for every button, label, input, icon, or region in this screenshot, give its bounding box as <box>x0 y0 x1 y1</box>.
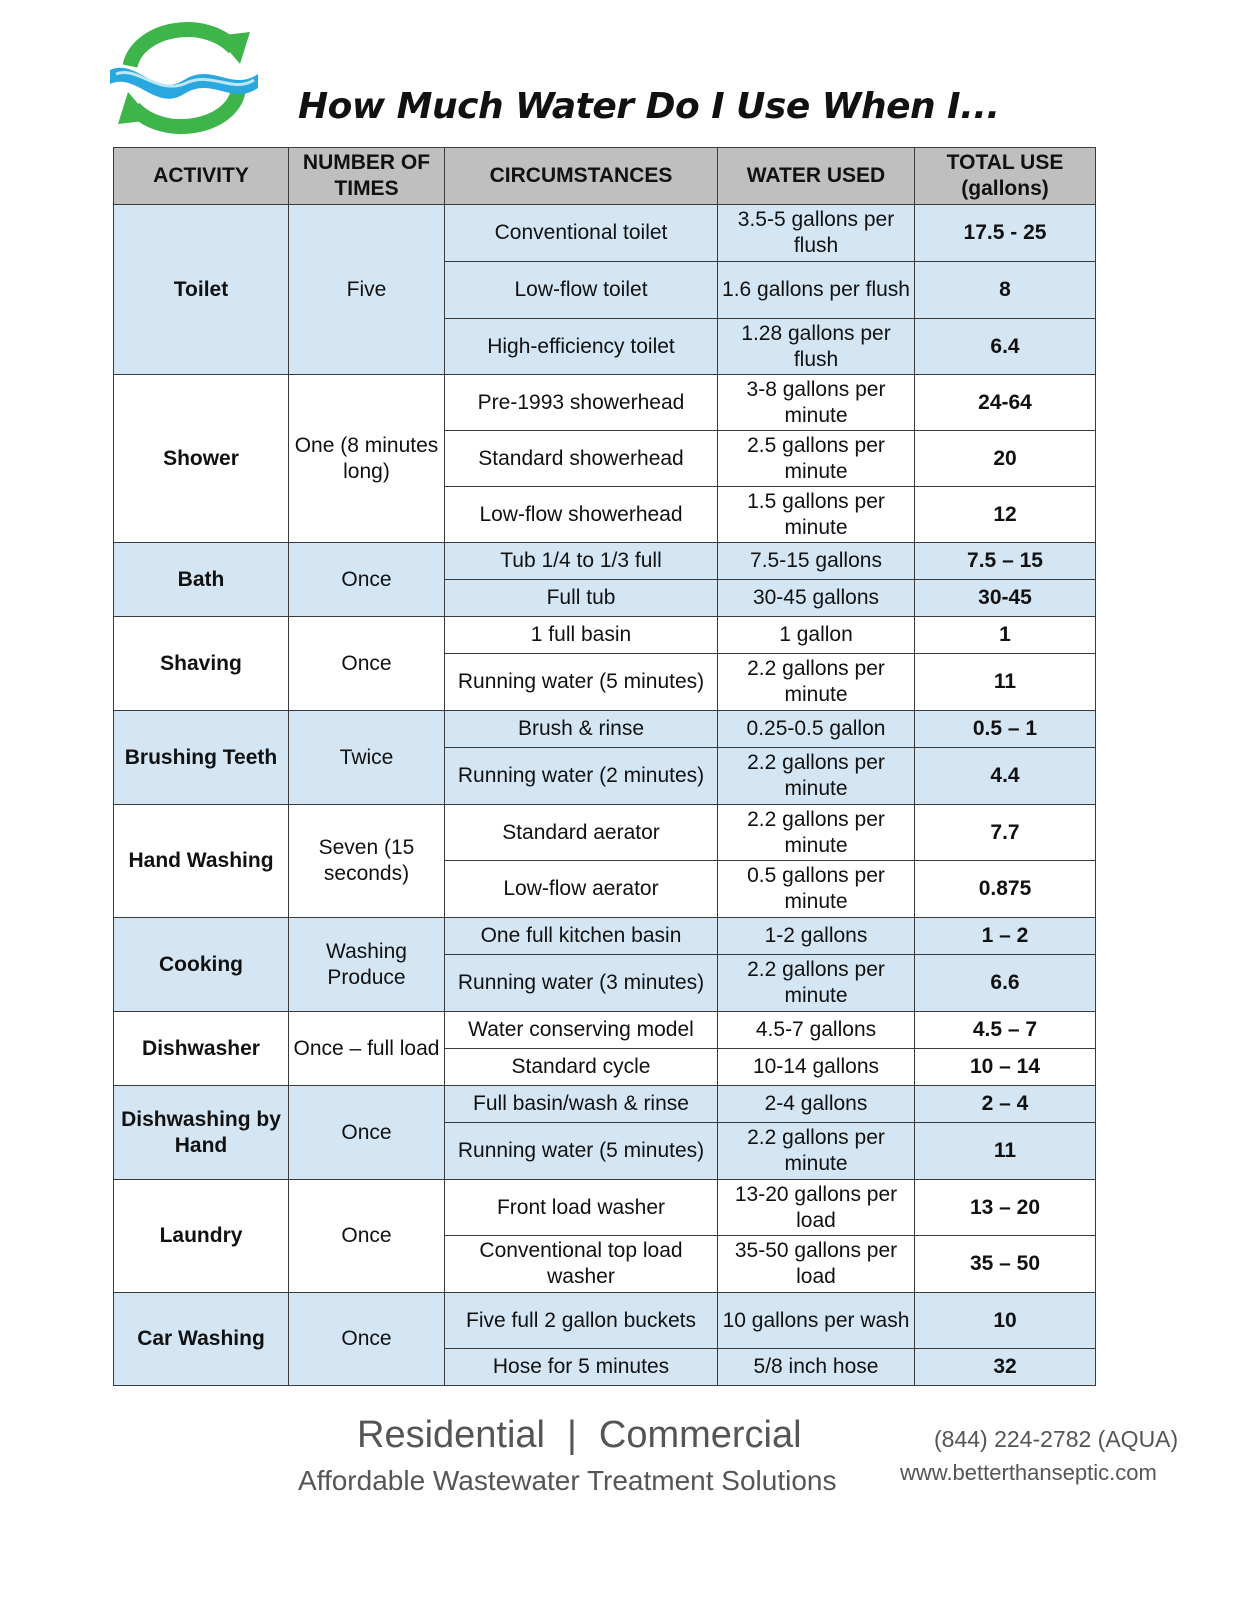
total-use-cell: 24-64 <box>915 375 1096 431</box>
footer-tagline: Affordable Wastewater Treatment Solutions <box>298 1465 837 1496</box>
water-used-cell: 1-2 gallons <box>718 918 915 955</box>
circumstance-cell: Full basin/wash & rinse <box>445 1086 718 1123</box>
circumstance-cell: 1 full basin <box>445 617 718 654</box>
water-used-cell: 3.5-5 gallons per flush <box>718 205 915 262</box>
activity-cell: Car Washing <box>114 1293 289 1386</box>
circumstance-cell: Low-flow aerator <box>445 861 718 918</box>
total-use-cell: 10 <box>915 1293 1096 1349</box>
header-total-use: TOTAL USE (gallons) <box>915 148 1096 205</box>
total-use-cell: 4.5 – 7 <box>915 1012 1096 1049</box>
table-header-row <box>114 148 1096 205</box>
activity-cell: Toilet <box>114 205 289 375</box>
total-use-cell: 12 <box>915 487 1096 543</box>
water-used-cell: 0.25-0.5 gallon <box>718 711 915 748</box>
total-use-cell: 8 <box>915 262 1096 319</box>
circumstance-cell: Tub 1/4 to 1/3 full <box>445 543 718 580</box>
footer-website: www.betterthanseptic.com <box>900 1460 1157 1485</box>
header-activity: ACTIVITY <box>114 148 289 205</box>
times-cell: Five <box>289 205 445 375</box>
logo <box>108 14 260 142</box>
total-use-cell: 11 <box>915 654 1096 711</box>
water-used-cell: 1.28 gallons per flush <box>718 319 915 375</box>
activity-cell: Dishwasher <box>114 1012 289 1086</box>
activity-cell: Bath <box>114 543 289 617</box>
total-use-cell: 2 – 4 <box>915 1086 1096 1123</box>
table-row <box>114 805 1096 861</box>
water-used-cell: 1 gallon <box>718 617 915 654</box>
times-cell: Seven (15 seconds) <box>289 805 445 918</box>
water-used-cell: 10 gallons per wash <box>718 1293 915 1349</box>
water-used-cell: 5/8 inch hose <box>718 1349 915 1386</box>
total-use-cell: 30-45 <box>915 580 1096 617</box>
total-use-cell: 1 – 2 <box>915 918 1096 955</box>
table-row <box>114 375 1096 431</box>
circumstance-cell: Running water (5 minutes) <box>445 1123 718 1180</box>
circumstance-cell: Water conserving model <box>445 1012 718 1049</box>
activity-cell: Cooking <box>114 918 289 1012</box>
circumstance-cell: Standard cycle <box>445 1049 718 1086</box>
circumstance-cell: Low-flow toilet <box>445 262 718 319</box>
total-use-cell: 7.5 – 15 <box>915 543 1096 580</box>
water-used-cell: 4.5-7 gallons <box>718 1012 915 1049</box>
total-use-cell: 0.875 <box>915 861 1096 918</box>
footer-residential: Residential <box>357 1414 545 1456</box>
circumstance-cell: Conventional top load washer <box>445 1236 718 1293</box>
table-row <box>114 617 1096 654</box>
times-cell: One (8 minutes long) <box>289 375 445 543</box>
water-used-cell: 0.5 gallons per minute <box>718 861 915 918</box>
circumstance-cell: Standard aerator <box>445 805 718 861</box>
times-cell: Once <box>289 617 445 711</box>
water-used-cell: 2.2 gallons per minute <box>718 805 915 861</box>
activity-cell: Shaving <box>114 617 289 711</box>
water-used-cell: 2.2 gallons per minute <box>718 654 915 711</box>
circumstance-cell: Pre-1993 showerhead <box>445 375 718 431</box>
total-use-cell: 32 <box>915 1349 1096 1386</box>
water-usage-table <box>113 147 1096 1386</box>
times-cell: Once – full load <box>289 1012 445 1086</box>
circumstance-cell: Running water (5 minutes) <box>445 654 718 711</box>
footer-commercial: Commercial <box>598 1414 802 1456</box>
total-use-cell: 17.5 - 25 <box>915 205 1096 262</box>
circumstance-cell: High-efficiency toilet <box>445 319 718 375</box>
circumstance-cell: Low-flow showerhead <box>445 487 718 543</box>
total-use-cell: 11 <box>915 1123 1096 1180</box>
footer-phone: (844) 224-2782 (AQUA) <box>934 1426 1179 1452</box>
circumstance-cell: Standard showerhead <box>445 431 718 487</box>
table-row <box>114 205 1096 262</box>
activity-cell: Shower <box>114 375 289 543</box>
water-used-cell: 2.2 gallons per minute <box>718 1123 915 1180</box>
activity-cell: Brushing Teeth <box>114 711 289 805</box>
table-row <box>114 1012 1096 1049</box>
water-used-cell: 3-8 gallons per minute <box>718 375 915 431</box>
water-used-cell: 2.2 gallons per minute <box>718 748 915 805</box>
water-used-cell: 13-20 gallons per load <box>718 1180 915 1236</box>
water-used-cell: 2-4 gallons <box>718 1086 915 1123</box>
footer-separator: | <box>567 1414 577 1456</box>
water-used-cell: 2.5 gallons per minute <box>718 431 915 487</box>
times-cell: Once <box>289 1180 445 1293</box>
table-row <box>114 1086 1096 1123</box>
total-use-cell: 6.6 <box>915 955 1096 1012</box>
activity-cell: Dishwashing by Hand <box>114 1086 289 1180</box>
table-row <box>114 1293 1096 1349</box>
times-cell: Washing Produce <box>289 918 445 1012</box>
total-use-cell: 20 <box>915 431 1096 487</box>
total-use-cell: 13 – 20 <box>915 1180 1096 1236</box>
total-use-cell: 4.4 <box>915 748 1096 805</box>
table-row <box>114 711 1096 748</box>
header-number-of-times: NUMBER OF TIMES <box>289 148 445 205</box>
circumstance-cell: Brush & rinse <box>445 711 718 748</box>
circumstance-cell: Full tub <box>445 580 718 617</box>
total-use-cell: 6.4 <box>915 319 1096 375</box>
times-cell: Twice <box>289 711 445 805</box>
total-use-cell: 7.7 <box>915 805 1096 861</box>
water-used-cell: 7.5-15 gallons <box>718 543 915 580</box>
water-used-cell: 1.5 gallons per minute <box>718 487 915 543</box>
activity-cell: Laundry <box>114 1180 289 1293</box>
water-used-cell: 1.6 gallons per flush <box>718 262 915 319</box>
times-cell: Once <box>289 1086 445 1180</box>
water-used-cell: 10-14 gallons <box>718 1049 915 1086</box>
circumstance-cell: Running water (2 minutes) <box>445 748 718 805</box>
footer-services <box>357 1414 802 1457</box>
circumstance-cell: One full kitchen basin <box>445 918 718 955</box>
circumstance-cell: Hose for 5 minutes <box>445 1349 718 1386</box>
circumstance-cell: Front load washer <box>445 1180 718 1236</box>
times-cell: Once <box>289 543 445 617</box>
total-use-cell: 35 – 50 <box>915 1236 1096 1293</box>
table-row <box>114 918 1096 955</box>
water-used-cell: 35-50 gallons per load <box>718 1236 915 1293</box>
water-used-cell: 2.2 gallons per minute <box>718 955 915 1012</box>
circumstance-cell: Five full 2 gallon buckets <box>445 1293 718 1349</box>
circumstance-cell: Conventional toilet <box>445 205 718 262</box>
circumstance-cell: Running water (3 minutes) <box>445 955 718 1012</box>
table-row <box>114 543 1096 580</box>
total-use-cell: 10 – 14 <box>915 1049 1096 1086</box>
water-used-cell: 30-45 gallons <box>718 580 915 617</box>
table-row <box>114 1180 1096 1236</box>
header-circumstances: CIRCUMSTANCES <box>445 148 718 205</box>
header-water-used: WATER USED <box>718 148 915 205</box>
activity-cell: Hand Washing <box>114 805 289 918</box>
page-title: How Much Water Do I Use When I... <box>298 86 1000 127</box>
times-cell: Once <box>289 1293 445 1386</box>
total-use-cell: 1 <box>915 617 1096 654</box>
total-use-cell: 0.5 – 1 <box>915 711 1096 748</box>
recycle-water-arrows-icon <box>108 14 260 142</box>
